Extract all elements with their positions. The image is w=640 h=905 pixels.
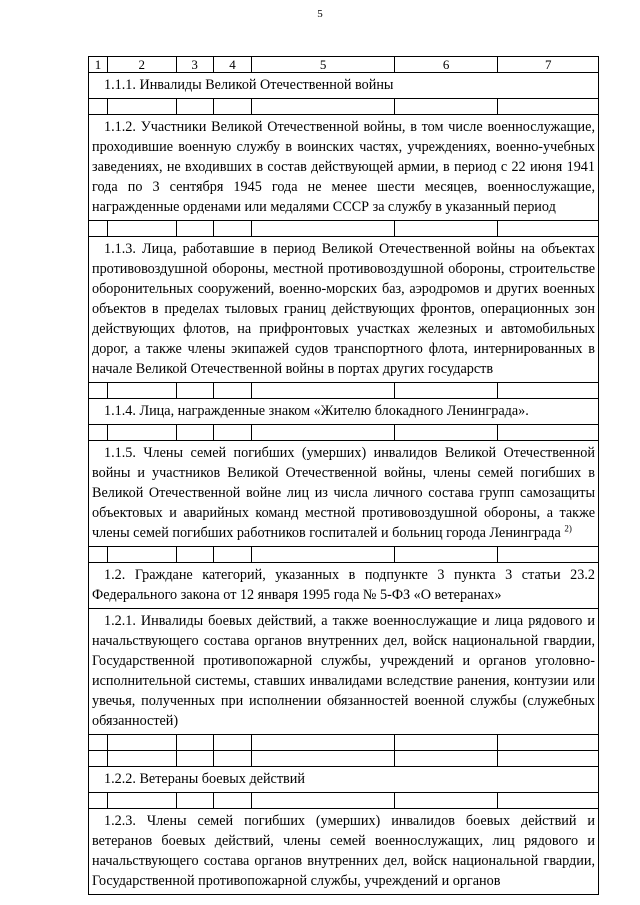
category-row-r115 [88, 440, 599, 546]
empty-cell [498, 425, 598, 440]
empty-cell [498, 99, 598, 114]
page-number: 5 [317, 8, 323, 20]
category-text: 1.1.2. Участники Великой Отечественной войны, в том числе военнослужащие, проходившие военную службу в воинских частях, учреждениях, военно-учебных заведениях, не входивших в состав действующей армии, в период с 22 июня 1941 года по 3 сентября 1945 года не менее шести месяцев, военнослужащие, награжденные орденами или медалями СССР за службу в указанный период [92, 119, 595, 215]
category-row-r12 [88, 562, 599, 608]
empty-cell [252, 383, 394, 398]
empty-cell [177, 751, 214, 766]
benefits-table [88, 56, 599, 895]
empty-cell [177, 221, 214, 236]
category-text: 1.2.3. Члены семей погибших (умерших) инвалидов боевых действий и ветеранов боевых действий, члены семей военнослужащих, лиц рядового и начальствующего состава органов внутренних дел, войск национальной гвардии, Государственной противопожарной службы, учреждений и органов [92, 813, 595, 889]
column-number-cell: 3 [177, 57, 214, 72]
empty-cell [177, 735, 214, 750]
empty-cell [498, 221, 598, 236]
empty-cell [89, 383, 108, 398]
category-text: 1.1.1. Инвалиды Великой Отечественной войны [104, 77, 394, 93]
empty-cell [252, 425, 394, 440]
empty-cell [89, 547, 108, 562]
empty-cell [498, 547, 598, 562]
column-number-cell: 2 [108, 57, 177, 72]
empty-cell [498, 735, 598, 750]
category-text: 1.1.4. Лица, награжденные знаком «Жителю блокадного Ленинграда». [104, 403, 529, 419]
empty-cell [177, 383, 214, 398]
empty-cell [395, 547, 499, 562]
empty-cell [89, 425, 108, 440]
column-number-row [88, 56, 599, 72]
empty-table-row [88, 750, 599, 766]
category-row-r114 [88, 398, 599, 424]
category-row-r121 [88, 608, 599, 734]
empty-cell [108, 99, 177, 114]
empty-cell [108, 383, 177, 398]
empty-cell [108, 751, 177, 766]
empty-cell [89, 793, 108, 808]
empty-cell [395, 221, 499, 236]
empty-cell [395, 793, 499, 808]
column-number-cell: 4 [214, 57, 253, 72]
column-number-cell: 5 [252, 57, 394, 72]
empty-cell [498, 793, 598, 808]
empty-cell [177, 547, 214, 562]
empty-cell [108, 221, 177, 236]
empty-cell [214, 735, 253, 750]
empty-cell [89, 221, 108, 236]
empty-cell [252, 221, 394, 236]
empty-cell [214, 751, 253, 766]
empty-cell [108, 735, 177, 750]
empty-cell [177, 793, 214, 808]
empty-cell [214, 221, 253, 236]
column-number-cell: 6 [395, 57, 499, 72]
empty-cell [108, 547, 177, 562]
empty-cell [395, 735, 499, 750]
empty-cell [395, 99, 499, 114]
empty-table-row [88, 546, 599, 562]
empty-cell [214, 547, 253, 562]
empty-cell [252, 735, 394, 750]
category-text: 1.1.3. Лица, работавшие в период Великой Отечественной войны на объектах противовоздушной обороны, местной противовоздушной обороны, строительстве оборонительных сооружений, военно-морских баз, аэродромов и других военных объектов в пределах тыловых границ действующих фронтов, операционных зон действующих флотов, на прифронтовых участках железных и автомобильных дорог, а также члены экипажей судов транспортного флота, интернированных в начале Великой Отечественной войны в портах других государств [92, 241, 595, 377]
empty-cell [214, 425, 253, 440]
empty-table-row [88, 98, 599, 114]
category-row-r123 [88, 808, 599, 895]
empty-cell [89, 99, 108, 114]
empty-cell [498, 751, 598, 766]
empty-table-row [88, 792, 599, 808]
category-text: 1.2. Граждане категорий, указанных в подпункте 3 пункта 3 статьи 23.2 Федерального закона от 12 января 1995 года № 5-ФЗ «О ветеранах» [92, 567, 595, 603]
empty-cell [177, 99, 214, 114]
empty-cell [89, 735, 108, 750]
empty-cell [395, 383, 499, 398]
category-row-r113 [88, 236, 599, 382]
column-number-cell: 1 [89, 57, 108, 72]
empty-cell [108, 793, 177, 808]
empty-cell [252, 547, 394, 562]
footnote-marker: 2) [564, 523, 572, 534]
empty-table-row [88, 734, 599, 750]
empty-cell [252, 751, 394, 766]
empty-table-row [88, 382, 599, 398]
empty-cell [395, 751, 499, 766]
empty-cell [214, 793, 253, 808]
empty-cell [252, 793, 394, 808]
empty-cell [252, 99, 394, 114]
category-row-r112 [88, 114, 599, 220]
empty-cell [177, 425, 214, 440]
column-number-cell: 7 [544, 57, 552, 72]
empty-cell [395, 425, 499, 440]
empty-cell [89, 751, 108, 766]
category-row-r111 [88, 72, 599, 98]
category-text: 1.1.5. Члены семей погибших (умерших) инвалидов Великой Отечественной войны и участников Великой Отечественной войны, члены семей погибших в Великой Отечественной войне лиц из числа личного состава групп самозащиты объектовых и аварийных команд местной противовоздушной обороны, а также члены семей погибших работников госпиталей и больниц города Ленинграда [92, 445, 595, 541]
empty-table-row [88, 220, 599, 236]
empty-cell [214, 383, 253, 398]
category-text: 1.2.2. Ветераны боевых действий [104, 771, 305, 787]
empty-cell [498, 383, 598, 398]
category-text: 1.2.1. Инвалиды боевых действий, а также военнослужащие и лица рядового и начальствующего состава органов внутренних дел, войск национальной гвардии, Государственной противопожарной службы, учреждений и органов уголовно-исполнительной системы, ставших инвалидами вследствие ранения, контузии или увечья, полученных при исполнении обязанностей военной службы (служебных обязанностей) [92, 613, 595, 729]
empty-cell [214, 99, 253, 114]
empty-table-row [88, 424, 599, 440]
category-row-r122 [88, 766, 599, 792]
empty-cell [108, 425, 177, 440]
